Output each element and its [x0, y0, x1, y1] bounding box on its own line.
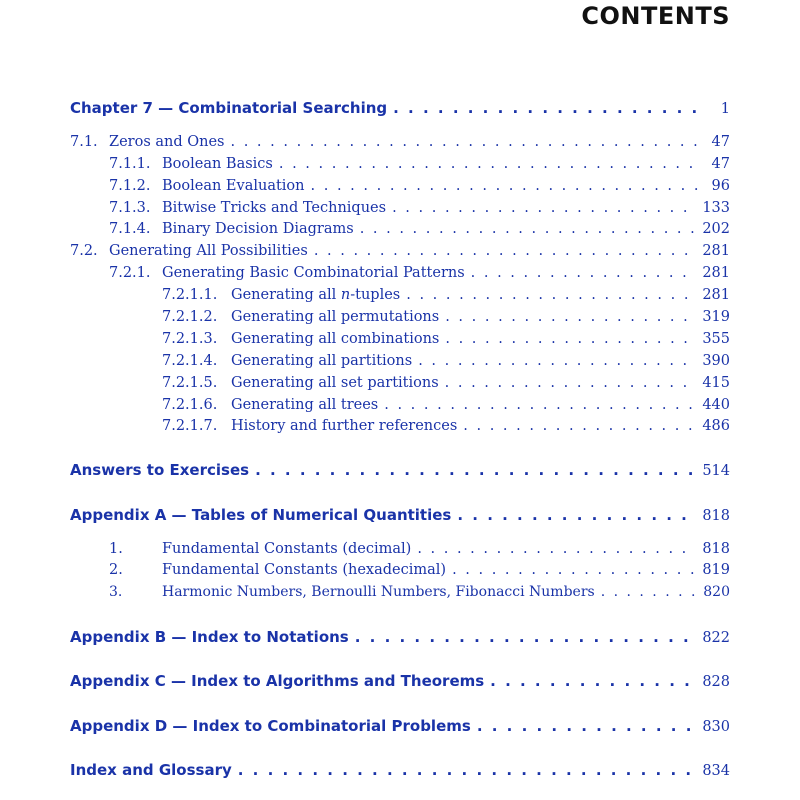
- toc-page: 440: [702, 397, 730, 413]
- dot-leader: [477, 715, 697, 737]
- toc-title: Bitwise Tricks and Techniques: [162, 200, 387, 216]
- toc-answers[interactable]: [70, 459, 730, 481]
- toc-number: 7.1.: [70, 134, 98, 150]
- toc-title: Answers to Exercises: [70, 461, 250, 479]
- dot-leader: [457, 504, 696, 526]
- dot-leader: [314, 240, 697, 262]
- toc-appendix-a-2[interactable]: [109, 559, 730, 581]
- toc-title: Appendix B — Index to Notations: [70, 628, 349, 646]
- toc-title: Generating all trees: [231, 397, 379, 413]
- toc-number: 7.2.1.7.: [162, 418, 218, 434]
- toc-section-7-2[interactable]: [70, 240, 730, 262]
- toc-title: Appendix A — Tables of Numerical Quantities: [70, 506, 452, 524]
- toc-section-7-2-1-2[interactable]: [162, 306, 730, 328]
- toc-section-7-1[interactable]: [70, 131, 730, 153]
- toc-page: 47: [711, 134, 730, 150]
- toc-appendix-a[interactable]: [70, 504, 730, 526]
- toc-number: 2.: [109, 562, 123, 578]
- toc-page: 1: [720, 101, 730, 117]
- toc-title: Boolean Basics: [162, 156, 273, 172]
- toc-page: 355: [702, 331, 730, 347]
- toc-page: 830: [702, 719, 730, 735]
- dot-leader: [463, 415, 696, 437]
- toc-section-7-1-4[interactable]: [109, 218, 730, 240]
- toc-number: 7.2.1.1.: [162, 287, 218, 303]
- dot-leader: [360, 218, 697, 240]
- toc-number: 7.2.1.2.: [162, 309, 218, 325]
- toc-section-7-1-1[interactable]: [109, 153, 730, 175]
- toc-appendix-c[interactable]: [70, 670, 730, 692]
- dot-leader: [238, 759, 697, 781]
- toc-title-math: n: [340, 287, 351, 303]
- dot-leader: [490, 670, 696, 692]
- dot-leader: [445, 372, 697, 394]
- toc-title: Fundamental Constants (decimal): [162, 541, 412, 557]
- dot-leader: [471, 262, 697, 284]
- toc-title: Appendix D — Index to Combinatorial Problems: [70, 717, 471, 735]
- toc-title: [231, 284, 400, 306]
- toc-title: Generating all combinations: [231, 331, 440, 347]
- toc-title: Zeros and Ones: [109, 134, 225, 150]
- toc-number: 7.1.2.: [109, 178, 151, 194]
- toc-number: 7.2.1.4.: [162, 353, 218, 369]
- dot-leader: [392, 197, 696, 219]
- toc-page: 415: [702, 375, 730, 391]
- toc-title: Generating all permutations: [231, 309, 440, 325]
- toc-section-7-2-1-1[interactable]: [162, 284, 730, 306]
- toc-section-7-2-1-3[interactable]: [162, 328, 730, 350]
- toc-page: 822: [702, 630, 730, 646]
- toc-title: Harmonic Numbers, Bernoulli Numbers, Fibonacci Numbers: [162, 584, 595, 600]
- dot-leader: [393, 97, 698, 119]
- toc-page: 133: [702, 200, 730, 216]
- dot-leader: [279, 153, 698, 175]
- toc-appendix-a-1[interactable]: [109, 538, 730, 560]
- dot-leader: [255, 459, 696, 481]
- toc-section-7-2-1[interactable]: [109, 262, 730, 284]
- dot-leader: [417, 538, 696, 560]
- toc-title: Boolean Evaluation: [162, 178, 305, 194]
- toc-page: 281: [702, 265, 730, 281]
- toc-appendix-b[interactable]: [70, 626, 730, 648]
- toc-page: 281: [702, 287, 730, 303]
- toc-number: 7.2.1.6.: [162, 397, 218, 413]
- toc-page: 514: [702, 463, 730, 479]
- toc-number: 7.2.1.: [109, 265, 151, 281]
- toc-number: 3.: [109, 584, 123, 600]
- toc-page: 281: [702, 243, 730, 259]
- toc-page: 828: [702, 674, 730, 690]
- toc-title: Generating all set partitions: [231, 375, 439, 391]
- toc-appendix-d[interactable]: [70, 715, 730, 737]
- toc-section-7-1-2[interactable]: [109, 175, 730, 197]
- toc-number: 1.: [109, 541, 123, 557]
- toc-number: 7.2.1.5.: [162, 375, 218, 391]
- toc-section-7-2-1-4[interactable]: [162, 350, 730, 372]
- toc-chapter-7[interactable]: [70, 97, 730, 119]
- toc-title: Appendix C — Index to Algorithms and Theorems: [70, 672, 485, 690]
- toc-section-7-2-1-7[interactable]: [162, 415, 730, 437]
- toc-page: 834: [702, 763, 730, 779]
- toc-index[interactable]: [70, 759, 730, 781]
- toc-title: Fundamental Constants (hexadecimal): [162, 562, 447, 578]
- toc-number: 7.1.1.: [109, 156, 151, 172]
- dot-leader: [452, 559, 696, 581]
- toc-page: 47: [711, 156, 730, 172]
- toc-page: 319: [702, 309, 730, 325]
- dot-leader: [355, 626, 697, 648]
- toc-page: 96: [711, 178, 730, 194]
- toc-title-part: -tuples: [350, 287, 401, 303]
- page-heading: CONTENTS: [581, 2, 730, 30]
- toc-page: 390: [702, 353, 730, 369]
- toc-title: Generating Basic Combinatorial Patterns: [162, 265, 465, 281]
- dot-leader: [384, 394, 696, 416]
- toc-title: Generating all partitions: [231, 353, 413, 369]
- dot-leader: [445, 306, 696, 328]
- toc-section-7-1-3[interactable]: [109, 197, 730, 219]
- toc-page: 818: [702, 508, 730, 524]
- toc-page: 820: [703, 584, 730, 600]
- dot-leader: [445, 328, 696, 350]
- toc-title: Generating All Possibilities: [109, 243, 308, 259]
- dot-leader: [311, 175, 698, 197]
- toc-title: Index and Glossary: [70, 761, 232, 779]
- toc-section-7-2-1-5[interactable]: [162, 372, 730, 394]
- toc-page: 818: [702, 541, 730, 557]
- dot-leader: [406, 284, 696, 306]
- toc-appendix-a-3[interactable]: [109, 581, 730, 603]
- toc-page: 486: [702, 418, 730, 434]
- toc-title: Chapter 7 — Combinatorial Searching: [70, 99, 388, 117]
- toc-number: 7.1.3.: [109, 200, 151, 216]
- dot-leader: [601, 581, 698, 603]
- toc-number: 7.2.1.3.: [162, 331, 218, 347]
- toc-title: Binary Decision Diagrams: [162, 221, 354, 237]
- toc-number: 7.1.4.: [109, 221, 151, 237]
- dot-leader: [231, 131, 699, 153]
- toc-page: 202: [702, 221, 730, 237]
- toc-title-part: Generating all: [231, 287, 341, 303]
- dot-leader: [418, 350, 696, 372]
- toc-number: 7.2.: [70, 243, 98, 259]
- toc-page: 819: [702, 562, 730, 578]
- toc-title: History and further references: [231, 418, 458, 434]
- toc-section-7-2-1-6[interactable]: [162, 394, 730, 416]
